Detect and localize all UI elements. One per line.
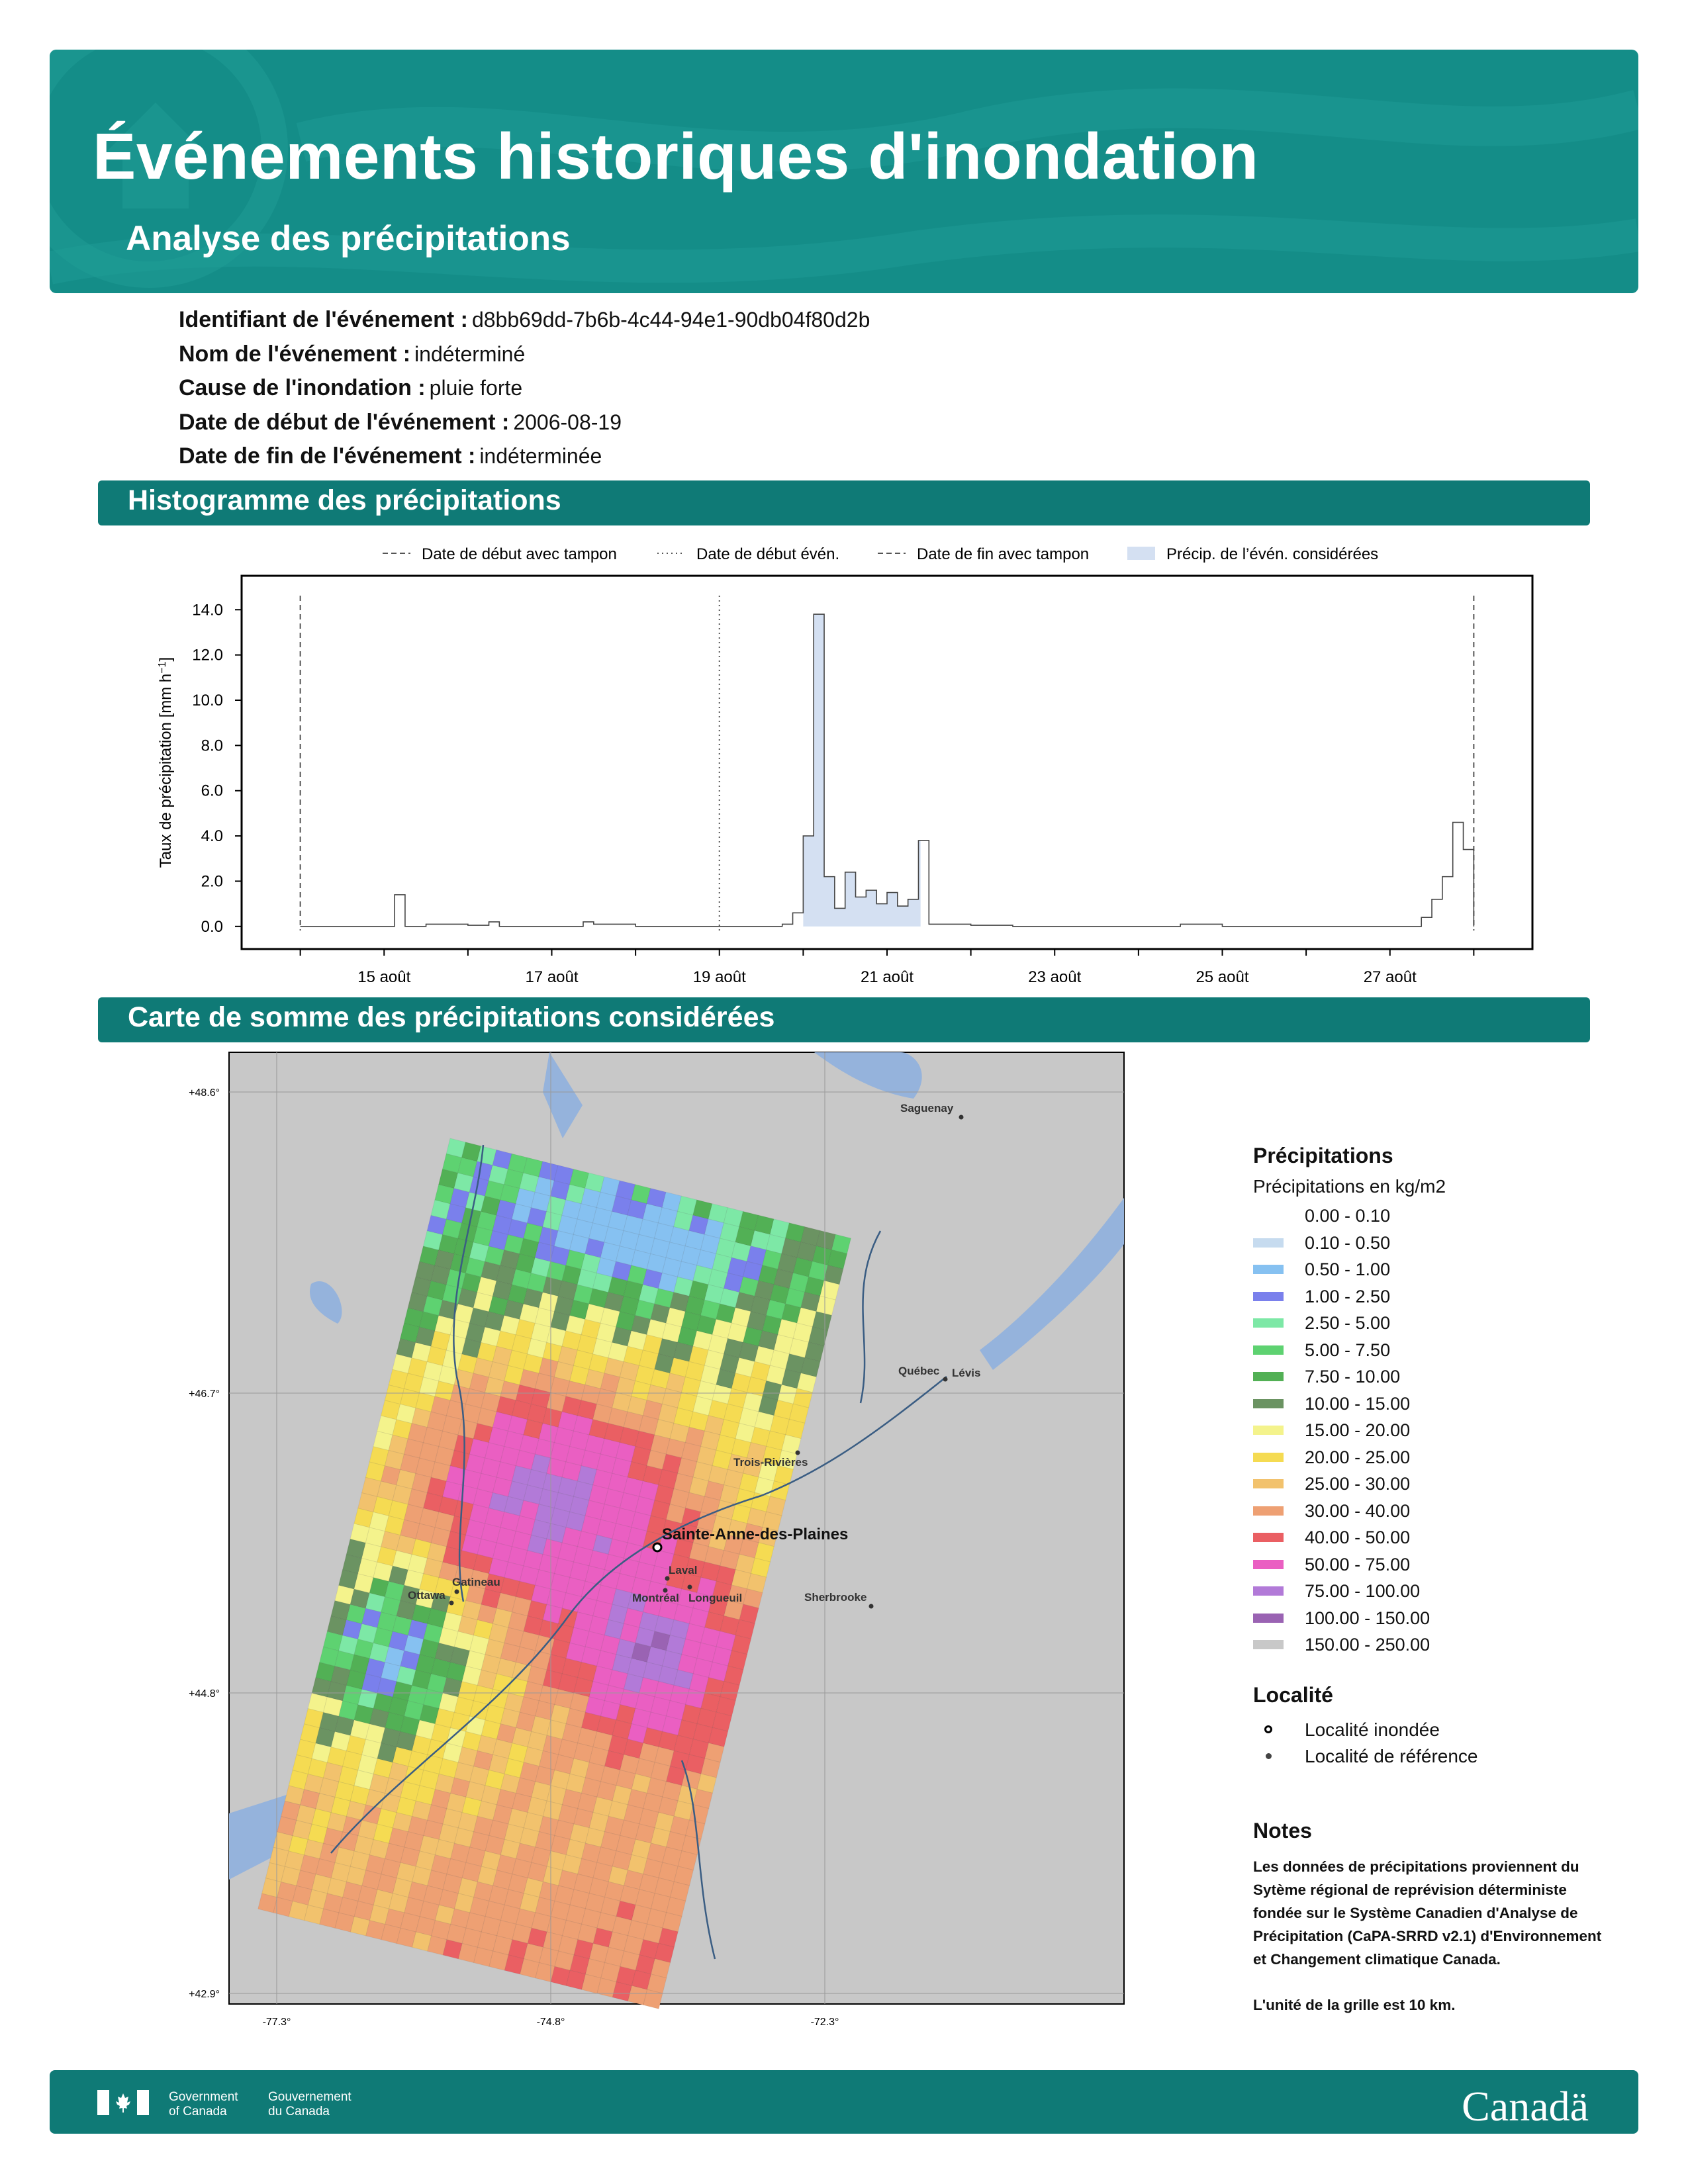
legend-color-swatch xyxy=(1253,1453,1284,1462)
legend-range-label: 150.00 - 250.00 xyxy=(1305,1635,1430,1655)
end-date-row xyxy=(179,439,870,474)
legend-color-swatch xyxy=(1253,1614,1284,1623)
notes-block xyxy=(1253,1819,1611,2017)
legend-color-swatch xyxy=(1253,1533,1284,1542)
y-tick-label: 12.0 xyxy=(192,646,223,664)
canada-wordmark: Canadä xyxy=(1462,2083,1589,2130)
legend-range-label: 10.00 - 15.00 xyxy=(1305,1393,1411,1414)
legend-swatch-considered xyxy=(1127,547,1155,560)
event-name-label: Nom de l'événement : xyxy=(179,341,411,367)
flooded-legend-label: Localité inondée xyxy=(1305,1719,1440,1740)
legend-color-swatch xyxy=(1253,1399,1284,1408)
footer xyxy=(50,2070,1638,2134)
legend-range-label: 0.10 - 0.50 xyxy=(1305,1232,1391,1253)
locality-label-levis: Lévis xyxy=(952,1367,981,1379)
locality-legend xyxy=(1253,1683,1478,1770)
precip-legend-item xyxy=(1253,1524,1446,1551)
histogram-legend xyxy=(383,545,1378,563)
x-tick-label: 23 août xyxy=(1028,968,1082,986)
x-tick-label: 17 août xyxy=(525,968,579,986)
x-tick-label: 25 août xyxy=(1196,968,1249,986)
histogram-section-header xyxy=(98,480,1590,525)
x-tick-label: 19 août xyxy=(692,968,746,986)
locality-label-montreal: Montréal xyxy=(632,1592,679,1604)
lat-label-46-7: +46.7° xyxy=(189,1388,220,1400)
precip-legend-item xyxy=(1253,1310,1446,1337)
legend-color-swatch xyxy=(1253,1372,1284,1381)
y-tick-label: 4.0 xyxy=(201,827,223,846)
precip-legend-item xyxy=(1253,1203,1446,1230)
legend-range-label: 100.00 - 150.00 xyxy=(1305,1608,1430,1628)
locality-legend-title: Localité xyxy=(1253,1683,1333,1707)
locality-label-laval: Laval xyxy=(669,1564,698,1576)
precip-legend-item xyxy=(1253,1498,1446,1525)
government-of-canada-fr: Gouvernement du Canada xyxy=(268,2090,352,2118)
precip-legend-item xyxy=(1253,1283,1446,1310)
notes-text: Les données de précipitations proviennent du Sytème régional de reprévision déterministe fondée sur le Système Canadien d'Analyse de Précipitation (CaPA-SRRD v2.1) d'Environnement et Changement climatique Canada. xyxy=(1253,1858,1602,1968)
precip-legend-item xyxy=(1253,1631,1446,1659)
locality-marker-gatineau xyxy=(455,1590,459,1594)
legend-range-label: 0.50 - 1.00 xyxy=(1305,1259,1391,1279)
lon-label-77-3: -77.3° xyxy=(262,2017,291,2028)
government-of-canada-en: Government of Canada xyxy=(169,2090,238,2118)
locality-marker-saguenay xyxy=(959,1115,964,1120)
start-date-row xyxy=(179,406,870,440)
locality-label-ottawa: Ottawa xyxy=(408,1589,445,1602)
precip-legend-items xyxy=(1253,1203,1446,1659)
y-axis xyxy=(192,601,242,936)
legend-range-label: 7.50 - 10.00 xyxy=(1305,1367,1401,1387)
legend-range-label: 1.00 - 2.50 xyxy=(1305,1286,1391,1306)
precip-legend-item xyxy=(1253,1471,1446,1498)
legend-range-label: 2.50 - 5.00 xyxy=(1305,1313,1391,1333)
flood-cause-row xyxy=(179,371,870,406)
y-axis-label: Taux de précipitation [mm $h^{-1}$] xyxy=(156,657,175,868)
header-banner xyxy=(50,50,1638,293)
locality-label-saguenay: Saguenay xyxy=(900,1102,954,1115)
map-section-title: Carte de somme des précipitations considérées xyxy=(128,1001,775,1033)
precip-legend-item xyxy=(1253,1578,1446,1605)
notes-title: Notes xyxy=(1253,1819,1312,1843)
x-tick-label: 15 août xyxy=(357,968,411,986)
x-tick-label: 27 août xyxy=(1363,968,1417,986)
legend-color-swatch xyxy=(1253,1479,1284,1488)
flood-cause-value: pluie forte xyxy=(429,376,523,400)
legend-label-considered: Précip. de l’évén. considérées xyxy=(1166,545,1379,563)
y-tick-label: 10.0 xyxy=(192,692,223,709)
notes-grid-unit: L'unité de la grille est 10 km. xyxy=(1253,1997,1456,2013)
reference-legend-label: Localité de référence xyxy=(1305,1746,1478,1766)
legend-range-label: 50.00 - 75.00 xyxy=(1305,1554,1411,1574)
legend-flooded-locality xyxy=(1253,1717,1478,1743)
start-date-value: 2006-08-19 xyxy=(513,410,622,434)
legend-label-event-start: Date de début évén. xyxy=(696,545,840,563)
event-info xyxy=(179,303,870,474)
legend-range-label: 30.00 - 40.00 xyxy=(1305,1500,1411,1521)
locality-label-gatineau: Gatineau xyxy=(452,1576,500,1588)
event-id-row xyxy=(179,303,870,338)
precip-legend-item xyxy=(1253,1390,1446,1418)
locality-label-quebec: Québec xyxy=(898,1365,940,1377)
event-name-value: indéterminé xyxy=(414,341,526,366)
legend-color-swatch xyxy=(1253,1318,1284,1328)
legend-range-label: 0.00 - 0.10 xyxy=(1305,1206,1391,1226)
end-date-value: indéterminée xyxy=(479,444,602,468)
precip-legend-title: Précipitations xyxy=(1253,1144,1393,1167)
x-axis xyxy=(301,949,1474,986)
precip-legend-item xyxy=(1253,1337,1446,1364)
y-tick-label: 6.0 xyxy=(201,782,223,800)
legend-color-swatch xyxy=(1253,1345,1284,1355)
reference-marker-icon xyxy=(1266,1753,1272,1759)
y-tick-label: 8.0 xyxy=(201,737,223,755)
legend-color-swatch xyxy=(1253,1238,1284,1248)
lat-label-42-9: +42.9° xyxy=(189,1989,220,2000)
precip-legend-item xyxy=(1253,1605,1446,1632)
legend-color-swatch xyxy=(1253,1506,1284,1516)
y-tick-label: 0.0 xyxy=(201,917,223,936)
precip-legend-item xyxy=(1253,1256,1446,1283)
flooded-locality-label: Sainte-Anne-des-Plaines xyxy=(662,1525,849,1543)
page-subtitle: Analyse des précipitations xyxy=(126,219,571,258)
flooded-marker-icon xyxy=(1264,1725,1272,1733)
precip-legend-item xyxy=(1253,1417,1446,1444)
legend-range-label: 40.00 - 50.00 xyxy=(1305,1527,1411,1547)
page-title: Événements historiques d'inondation xyxy=(93,120,1259,193)
locality-marker-ottawa xyxy=(449,1601,454,1606)
lon-label-74-8: -74.8° xyxy=(536,2017,565,2028)
locality-label-sherbrooke: Sherbrooke xyxy=(804,1591,867,1604)
locality-marker-trois-rivieres xyxy=(796,1451,800,1455)
lat-label-48-6: +48.6° xyxy=(189,1087,220,1099)
event-id-value: d8bb69dd-7b6b-4c44-94e1-90db04f80d2b xyxy=(471,308,870,332)
locality-marker-quebec xyxy=(943,1377,948,1382)
y-tick-label: 2.0 xyxy=(201,872,223,891)
precip-legend xyxy=(1253,1144,1446,1659)
precip-legend-subtitle: Précipitations en kg/m2 xyxy=(1253,1176,1446,1197)
start-date-label: Date de début de l'événement : xyxy=(179,409,510,435)
lon-label-72-3: -72.3° xyxy=(810,2017,839,2028)
flood-cause-label: Cause de l'inondation : xyxy=(179,375,426,400)
precipitation-map xyxy=(0,1032,1165,2065)
y-tick-label: 14.0 xyxy=(192,601,223,619)
event-id-label: Identifiant de l'événement : xyxy=(179,307,468,332)
canada-flag-icon xyxy=(97,2090,149,2115)
locality-marker-laval xyxy=(665,1576,670,1581)
legend-color-swatch xyxy=(1253,1640,1284,1649)
legend-color-swatch xyxy=(1253,1586,1284,1596)
legend-color-swatch xyxy=(1253,1265,1284,1274)
legend-label-start-buffer: Date de début avec tampon xyxy=(422,545,617,563)
x-tick-label: 21 août xyxy=(860,968,914,986)
locality-label-trois-rivieres: Trois-Rivières xyxy=(733,1456,808,1469)
legend-range-label: 75.00 - 100.00 xyxy=(1305,1581,1421,1601)
legend-label-end-buffer: Date de fin avec tampon xyxy=(917,545,1090,563)
grid-cell xyxy=(643,1989,663,2009)
end-date-label: Date de fin de l'événement : xyxy=(179,443,476,469)
locality-marker-longueuil xyxy=(688,1585,692,1590)
legend-color-swatch xyxy=(1253,1211,1284,1220)
event-name-row xyxy=(179,338,870,372)
legend-range-label: 15.00 - 20.00 xyxy=(1305,1420,1411,1440)
legend-color-swatch xyxy=(1253,1292,1284,1301)
locality-marker-sherbrooke xyxy=(869,1604,874,1609)
legend-range-label: 25.00 - 30.00 xyxy=(1305,1474,1411,1494)
legend-reference-locality xyxy=(1253,1743,1478,1770)
precipitation-histogram xyxy=(0,529,1688,993)
precip-legend-item xyxy=(1253,1363,1446,1390)
legend-range-label: 20.00 - 25.00 xyxy=(1305,1447,1411,1467)
flooded-locality-marker xyxy=(653,1543,661,1551)
legend-color-swatch xyxy=(1253,1426,1284,1435)
locality-label-longueuil: Longueuil xyxy=(688,1592,743,1604)
precip-legend-item xyxy=(1253,1444,1446,1471)
histogram-section-title: Histogramme des précipitations xyxy=(128,484,561,516)
legend-range-label: 5.00 - 7.50 xyxy=(1305,1340,1391,1360)
precip-legend-item xyxy=(1253,1230,1446,1257)
legend-color-swatch xyxy=(1253,1560,1284,1569)
lat-label-44-8: +44.8° xyxy=(189,1688,220,1700)
precip-legend-item xyxy=(1253,1551,1446,1578)
